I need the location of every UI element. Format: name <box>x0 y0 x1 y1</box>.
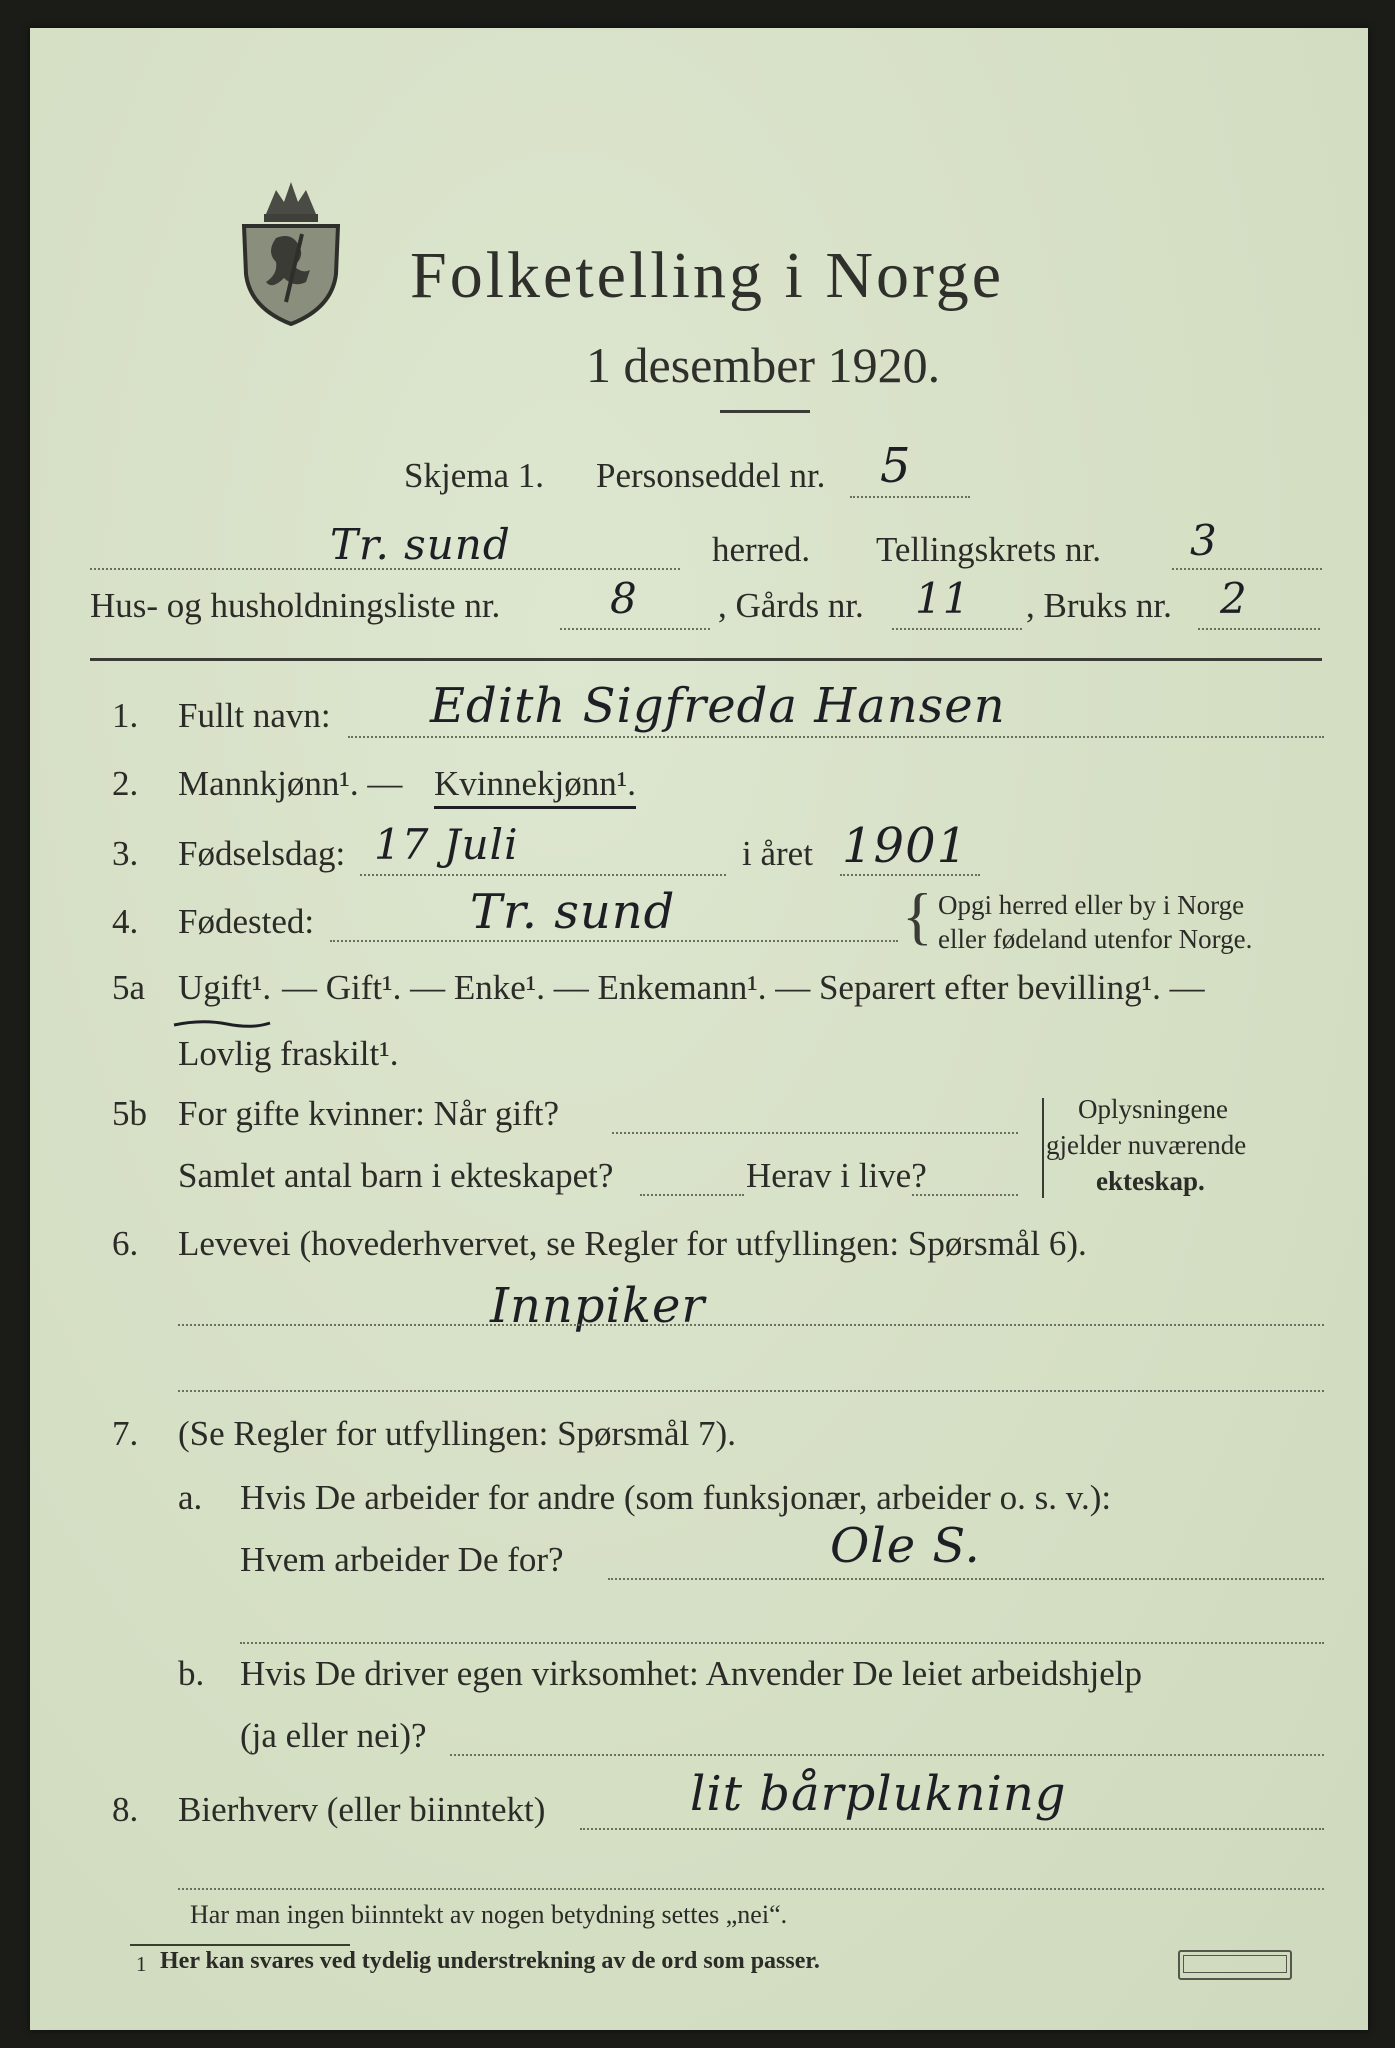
husholdningsliste-label: Hus- og husholdningsliste nr. <box>90 586 501 625</box>
q7-number: 7. <box>112 1414 139 1453</box>
q1-number: 1. <box>112 696 139 735</box>
q8-dots <box>580 1828 1324 1830</box>
q5b-married-label: For gifte kvinner: Når gift? <box>178 1094 560 1133</box>
q5b-married-dots <box>612 1132 1018 1134</box>
q7a-dots-2 <box>240 1642 1324 1644</box>
q4-note-line1: Opgi herred eller by i Norge <box>938 890 1245 920</box>
q5b-children-label: Samlet antal barn i ekteskapet? <box>178 1156 614 1195</box>
tellingskrets-label: Tellingskrets nr. <box>876 530 1102 569</box>
tellingskrets-dots <box>1172 568 1322 570</box>
bruks-dots <box>1198 628 1320 630</box>
q7-label: (Se Regler for utfyllingen: Spørsmål 7). <box>178 1414 736 1453</box>
printer-stamp-icon <box>1178 1950 1292 1980</box>
birth-day-value[interactable]: 17 Juli <box>374 820 519 869</box>
ugift-option[interactable]: Ugift¹. <box>178 968 272 1007</box>
q3-year-dots <box>840 874 980 876</box>
q3-number: 3. <box>112 834 139 873</box>
bruks-value[interactable]: 2 <box>1220 574 1248 623</box>
herred-label: herred. <box>712 530 811 569</box>
q5a-number: 5a <box>112 968 146 1007</box>
q2-number: 2. <box>112 764 139 803</box>
q6-number: 6. <box>112 1224 139 1263</box>
q7b-label2: (ja eller nei)? <box>240 1716 427 1755</box>
male-option[interactable]: Mannkjønn¹. — <box>178 764 403 803</box>
employer-value[interactable]: Ole S. <box>830 1518 981 1574</box>
q5b-note-line3: ekteskap. <box>1096 1166 1205 1196</box>
gards-label: , Gårds nr. <box>718 586 864 625</box>
q3-year-label: i året <box>742 834 813 873</box>
header-rule <box>90 658 1322 661</box>
herred-value[interactable]: Tr. sund <box>330 520 511 569</box>
personseddel-value[interactable]: 5 <box>880 438 912 494</box>
skjema-label: Skjema 1. <box>404 456 544 495</box>
q3-day-dots <box>360 874 726 876</box>
q7a-employer-label: Hvem arbeider De for? <box>240 1540 564 1579</box>
tellingskrets-value[interactable]: 3 <box>1190 516 1218 565</box>
q3-label: Fødselsdag: <box>178 834 346 873</box>
q4-note-line2: eller fødeland utenfor Norge. <box>938 924 1253 954</box>
q7b-label: Hvis De driver egen virksomhet: Anvender De leiet arbeidshjelp <box>240 1654 1142 1693</box>
q7a-dots-1 <box>608 1578 1324 1580</box>
title-divider <box>720 410 810 413</box>
occupation-value[interactable]: Innpiker <box>490 1278 706 1334</box>
footnote-mark: 1 <box>136 1952 147 1976</box>
q5b-alive-label: Herav i live? <box>746 1156 927 1195</box>
gards-dots <box>892 628 1022 630</box>
nei-note: Har man ingen biinntekt av nogen betydning settes „nei“. <box>190 1900 788 1929</box>
q1-dots <box>348 736 1324 738</box>
q5b-number: 5b <box>112 1094 147 1133</box>
q7a-letter: a. <box>178 1478 203 1517</box>
birthplace-value[interactable]: Tr. sund <box>470 884 676 940</box>
full-name-value[interactable]: Edith Sigfreda Hansen <box>430 678 1006 734</box>
ugift-underline <box>172 1016 272 1026</box>
personseddel-dots <box>850 496 970 498</box>
q6-label: Levevei (hovederhvervet, se Regler for utfyllingen: Spørsmål 6). <box>178 1224 1087 1263</box>
q5b-note-line2: gjelder nuværende <box>1046 1130 1247 1160</box>
q4-number: 4. <box>112 902 139 941</box>
female-option[interactable]: Kvinnekjønn¹. <box>434 764 636 809</box>
q5b-alive-dots <box>912 1194 1018 1196</box>
form-title: Folketelling i Norge <box>410 239 1005 312</box>
coat-of-arms-icon <box>236 178 346 326</box>
q6-dots-1 <box>178 1324 1324 1326</box>
fraskilt-option[interactable]: Lovlig fraskilt¹. <box>178 1034 399 1073</box>
q7b-letter: b. <box>178 1654 205 1693</box>
q5b-children-dots <box>640 1194 744 1196</box>
q5b-note-line1: Oplysningene <box>1078 1094 1228 1124</box>
q7b-dots <box>450 1754 1324 1756</box>
q6-dots-2 <box>178 1390 1324 1392</box>
husholdningsliste-value[interactable]: 8 <box>610 574 638 623</box>
q8-dots-2 <box>178 1888 1324 1890</box>
q7a-label: Hvis De arbeider for andre (som funksjonær, arbeider o. s. v.): <box>240 1478 1112 1517</box>
husholdningsliste-dots <box>560 628 710 630</box>
q4-label: Fødested: <box>178 902 315 941</box>
footnote-text: Her kan svares ved tydelig understrekning av de ord som passer. <box>160 1948 820 1974</box>
q8-label: Bierhverv (eller biinntekt) <box>178 1790 546 1829</box>
footnote-rule <box>130 1944 350 1946</box>
q1-label: Fullt navn: <box>178 696 331 735</box>
side-income-value[interactable]: lit bårplukning <box>690 1766 1067 1822</box>
marital-options[interactable]: — Gift¹. — Enke¹. — Enkemann¹. — Separert efter bevilling¹. — <box>282 968 1205 1007</box>
gards-value[interactable]: 11 <box>915 574 971 623</box>
q4-brace: { <box>902 880 933 951</box>
personseddel-label: Personseddel nr. <box>596 456 826 495</box>
q4-dots <box>330 940 898 942</box>
bruks-label: , Bruks nr. <box>1026 586 1172 625</box>
q8-number: 8. <box>112 1790 139 1829</box>
birth-year-value[interactable]: 1901 <box>842 818 969 874</box>
q5b-bracket <box>1042 1098 1044 1198</box>
census-date: 1 desember 1920. <box>586 337 941 393</box>
census-form <box>30 28 1368 2030</box>
